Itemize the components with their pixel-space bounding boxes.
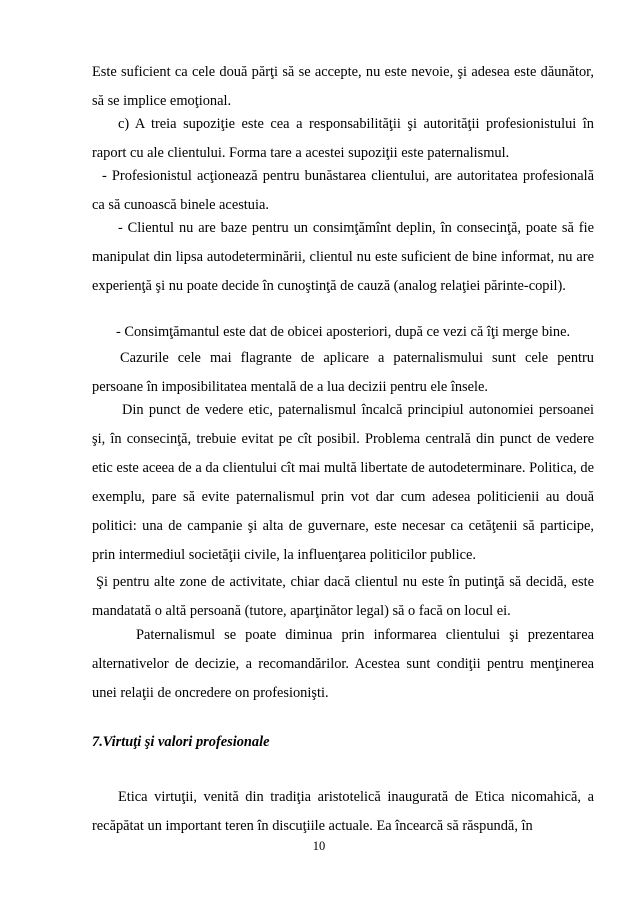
paragraph-intro: Este suficient ca cele două părţi să se accepte, nu este nevoie, şi adesea este dăunător, să se implice emoţional. xyxy=(92,64,594,109)
paragraph-diminish-paternalism: Paternalismul se poate diminua prin informarea clientului şi prezentarea alternativelor de decizie, a recomandărilor. Acestea sunt condiţii pentru menţinerea unei relaţii de oncredere on profesionişti. xyxy=(92,627,594,701)
section-heading: 7.Virtuţi şi valori profesionale xyxy=(92,734,270,750)
paragraph-client-point: - Clientul nu are baze pentru un consimţămînt deplin, în consecinţă, poate să fie manipulat din lipsa autodeterminării, clientul nu este suficient de bine informat, nu are experienţă şi nu poate decide în cunoştinţă de cauză (analog relaţiei părinte-copil). xyxy=(92,220,594,294)
paragraph-professional-point: - Profesionistul acţionează pentru bunăstarea clientului, are autoritatea profesională ca să cunoască binele acestuia. xyxy=(92,168,594,213)
paragraph-consent-point: - Consimţămantul este dat de obicei aposteriori, după ce vezi că îţi merge bine. xyxy=(116,324,571,340)
paragraph-other-areas: Şi pentru alte zone de activitate, chiar dacă clientul nu este în putinţă să decidă, este mandatată o altă persoană (tutore, aparţinător legal) să o facă on locul ei. xyxy=(92,574,594,619)
paragraph-supposition-c: c) A treia supoziţie este cea a responsabilităţii şi autorităţii profesionistului în raport cu ale clientului. Forma tare a acestei supoziţii este paternalismul. xyxy=(92,116,594,161)
paragraph-flagrant-cases: Cazurile cele mai flagrante de aplicare a paternalismului sunt cele pentru persoane în imposibilitatea mentală de a lua decizii pentru ele însele. xyxy=(92,350,594,395)
paragraph-ethical-view: Din punct de vedere etic, paternalismul încalcă principiul autonomiei persoanei şi, în consecinţă, trebuie evitat pe cît posibil. Problema centrală din punct de vedere etic este aceea de a da clientului cît mai multă libertate de autodeterminare. Politica, de exemplu, pare să evite paternalismul prin vot dar cum adesea politicienii au două politici: una de campanie şi alta de guvernare, este necesar ca cetăţenii să participe, prin intermediul societăţii civile, la influenţarea politicilor publice. xyxy=(92,402,594,563)
page-number: 10 xyxy=(312,839,326,853)
paragraph-virtue-ethics: Etica virtuţii, venită din tradiţia aristotelică inaugurată de Etica nicomahică, a recăpătat un important teren în discuţiile actuale. Ea încearcă să răspundă, în xyxy=(92,789,594,834)
